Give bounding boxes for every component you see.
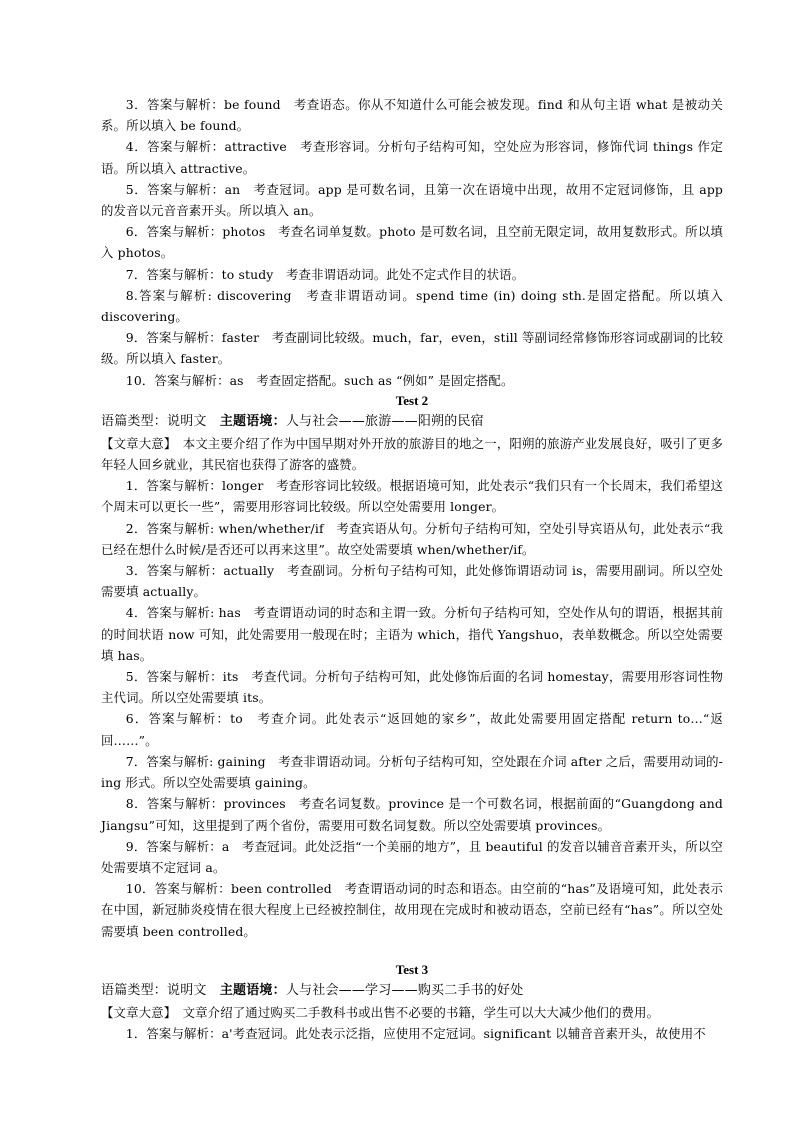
answer-item: 4．答案与解析: has 考查谓语动词的时态和主谓一致。分析句子结构可知，空处作从句的谓语，根据其前的时间状语 now 可知，此处需要用一般现在时；主语为 which，指代 Yangshuo，表单数概念。所以空处需要填 has。 xyxy=(101,605,723,663)
answer-item: 9．答案与解析：a 考查冠词。此处泛指“一个美丽的地方”，且 beautiful 的发音以辅音音素开头，所以空处需要填不定冠词 a。 xyxy=(101,838,723,875)
answer-item: 3．答案与解析：actually 考查副词。分析句子结构可知，此处修饰谓语动词 is，需要用副词。所以空处需要填 actually。 xyxy=(101,563,723,600)
answer-item: 8.答案与解析: discovering 考查非谓语动词。spend time (in) doing sth.是固定搭配。所以填入 discovering。 xyxy=(101,287,723,325)
answer-item: 8．答案与解析：provinces 考查名词复数。province 是一个可数名词，根据前面的“Guangdong and Jiangsu”可知，这里提到了两个省份，需要用可数名词复数。所以空处需要填 provinces。 xyxy=(101,796,723,833)
genre-value: 说明文 xyxy=(167,413,207,429)
answer-item: 2．答案与解析: when/whether/if 考查宾语从句。分析句子结构可知，空处引导宾语从句，此处表示“我已经在想什么时候/是否还可以再来这里”。故空处需要填 when/whether/if。 xyxy=(101,520,723,557)
section-title: Test 3 xyxy=(395,961,429,977)
answer-item: 1．答案与解析：a'考查冠词。此处表示泛指，应使用不定冠词。significant 以辅音音素开头，故使用不 xyxy=(125,1025,706,1041)
theme-value: 人与社会——学习——购买二手书的好处 xyxy=(285,982,524,998)
section-title: Test 2 xyxy=(395,392,429,408)
genre-label: 语篇类型： xyxy=(101,982,168,998)
theme-value: 人与社会——旅游——阳朔的民宿 xyxy=(285,413,484,429)
section-test2 xyxy=(101,391,723,942)
passage-meta xyxy=(101,411,723,433)
section-spacer xyxy=(101,942,723,960)
answer-item: 10．答案与解析：been controlled 考查谓语动词的时态和语态。由空前的“has”及语境可知，此处表示在中国，新冠肺炎疫情在很大程度上已经被控制住，故用现在完成时和被动语态，空前已经有“has”。所以空处需要填 been controlled。 xyxy=(101,881,723,939)
summary-label: 【文章大意】 xyxy=(101,1004,171,1020)
answer-item: 10．答案与解析：as 考查固定搭配。such as “例如” 是固定搭配。 xyxy=(125,372,514,388)
answer-item: 5．答案与解析：its 考查代词。分析句子结构可知，此处修饰后面的名词 homestay，需要用形容词性物主代词。所以空处需要填 its。 xyxy=(101,669,723,706)
summary-text: 文章介绍了通过购买二手教科书或出售不必要的书籍，学生可以大大减少他们的费用。 xyxy=(182,1004,660,1020)
summary-text: 本文主要介绍了作为中国早期对外开放的旅游目的地之一，阳朔的旅游产业发展良好，吸引了更多年轻人回乡就业，其民宿也获得了游客的盛赞。 xyxy=(101,435,724,473)
summary xyxy=(101,433,723,475)
passage-meta xyxy=(101,980,723,1002)
answer-item: 5．答案与解析：an 考查冠词。app 是可数名词，且第一次在语境中出现，故用不定冠词修饰，且 app 的发音以元音音素开头。所以填入 an。 xyxy=(101,181,723,219)
answer-item: 6．答案与解析：photos 考查名词单复数。photo 是可数名词，且空前无限定词，故用复数形式。所以填入 photos。 xyxy=(101,224,723,261)
genre-label: 语篇类型： xyxy=(101,413,168,429)
answer-item: 6．答案与解析：to 考查介词。此处表示“返回她的家乡”，故此处需要用固定搭配 return to…“返回……”。 xyxy=(101,711,723,748)
section-test3 xyxy=(101,960,723,1044)
summary-label: 【文章大意】 xyxy=(101,435,171,451)
answer-item: 7．答案与解析: gaining 考查非谓语动词。分析句子结构可知，空处跟在介词 after 之后，需要用动词的-ing 形式。所以空处需要填 gaining。 xyxy=(101,753,723,791)
answer-document xyxy=(101,94,723,1044)
theme-label: 主题语境： xyxy=(219,413,286,429)
answer-item: 7．答案与解析：to study 考查非谓语动词。此处不定式作目的状语。 xyxy=(125,266,525,282)
section-test1-continued xyxy=(101,94,723,391)
genre-value: 说明文 xyxy=(167,982,207,998)
answer-item: 9．答案与解析：faster 考查副词比较级。much，far，even，still 等副词经常修饰形容词或副词的比较级。所以填入 faster。 xyxy=(101,330,723,367)
theme-label: 主题语境： xyxy=(219,982,286,998)
summary xyxy=(101,1002,723,1023)
answer-item: 1．答案与解析：longer 考查形容词比较级。根据语境可知，此处表示“我们只有一个长周末，我们希望这个周末可以更长一些”，需要用形容词比较级。所以空处需要用 longer。 xyxy=(101,478,723,515)
answer-item: 3．答案与解析：be found 考查语态。你从不知道什么可能会被发现。find 和从句主语 what 是被动关系。所以填入 be found。 xyxy=(101,97,723,134)
answer-item: 4．答案与解析：attractive 考查形容词。分析句子结构可知，空处应为形容词，修饰代词 things 作定语。所以填入 attractive。 xyxy=(101,139,723,176)
